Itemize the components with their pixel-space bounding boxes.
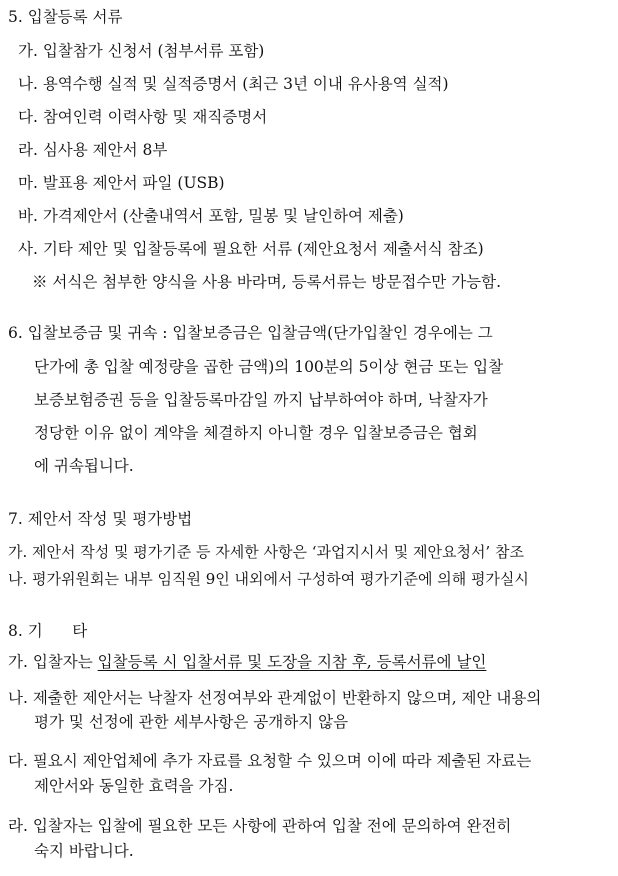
section-8-item-ra-line2: 숙지 바랍니다.	[34, 842, 134, 860]
section-6-text-line: : 입찰보증금은 입찰금액(단가입찰인 경우에는 그	[157, 324, 493, 342]
section-8-item-ga	[8, 651, 486, 673]
section-6-heading: 6. 입찰보증금 및 귀속	[8, 324, 158, 342]
section-5-item-ga: 가. 입찰참가 신청서 (첨부서류 포함)	[18, 42, 265, 60]
section-8-item-ga-prefix: 가. 입찰자는	[8, 653, 98, 671]
section-6-text-line: 정당한 이유 없이 계약을 체결하지 아니할 경우 입찰보증금은 협회	[34, 424, 478, 442]
section-5-item-ra: 라. 심사용 제안서 8부	[18, 141, 168, 159]
section-5-heading: 5. 입찰등록 서류	[8, 8, 123, 26]
section-8-item-na-line2: 평가 및 선정에 관한 세부사항은 공개하지 않음	[34, 713, 349, 731]
section-5-item-na: 나. 용역수행 실적 및 실적증명서 (최근 3년 이내 유사용역 실적)	[18, 75, 449, 93]
section-7-item-na: 나. 평가위원회는 내부 임직원 9인 내외에서 구성하여 평가기준에 의해 평가실시	[8, 570, 529, 588]
section-6-text-line: 보증보험증권 등을 입찰등록마감일 까지 납부하여야 하며, 낙찰자가	[34, 391, 488, 409]
section-6-text-line: 단가에 총 입찰 예정량을 곱한 금액)의 100분의 5이상 현금 또는 입찰	[34, 358, 504, 376]
section-7-heading: 7. 제안서 작성 및 평가방법	[8, 510, 193, 528]
section-5-item-sa: 사. 기타 제안 및 입찰등록에 필요한 서류 (제안요청서 제출서식 참조)	[18, 240, 484, 258]
section-6-first-line	[8, 322, 493, 344]
section-8-item-da-line1: 다. 필요시 제안업체에 추가 자료를 요청할 수 있으며 이에 따라 제출된 자료는	[8, 752, 532, 770]
section-8-heading: 8. 기 타	[8, 622, 88, 640]
section-6-text-line: 에 귀속됩니다.	[34, 457, 134, 475]
section-8-item-ga-underlined: 입찰등록 시 입찰서류 및 도장을 지참 후, 등록서류에 날인	[97, 653, 487, 671]
section-5-note: ※ 서식은 첨부한 양식을 사용 바라며, 등록서류는 방문접수만 가능함.	[32, 273, 502, 291]
section-7-item-ga: 가. 제안서 작성 및 평가기준 등 자세한 사항은 ‘과업지시서 및 제안요청서’ 참조	[8, 543, 524, 561]
section-5-item-da: 다. 참여인력 이력사항 및 재직증명서	[18, 108, 268, 126]
section-8-item-da-line2: 제안서와 동일한 효력을 가짐.	[34, 777, 234, 795]
section-5-item-ma: 마. 발표용 제안서 파일 (USB)	[18, 174, 225, 192]
section-8-item-ra-line1: 라. 입찰자는 입찰에 필요한 모든 사항에 관하여 입찰 전에 문의하여 완전히	[8, 817, 512, 835]
section-5-item-ba: 바. 가격제안서 (산출내역서 포함, 밀봉 및 날인하여 제출)	[18, 207, 404, 225]
section-8-item-na-line1: 나. 제출한 제안서는 낙찰자 선정여부와 관계없이 반환하지 않으며, 제안 내용의	[8, 689, 542, 707]
